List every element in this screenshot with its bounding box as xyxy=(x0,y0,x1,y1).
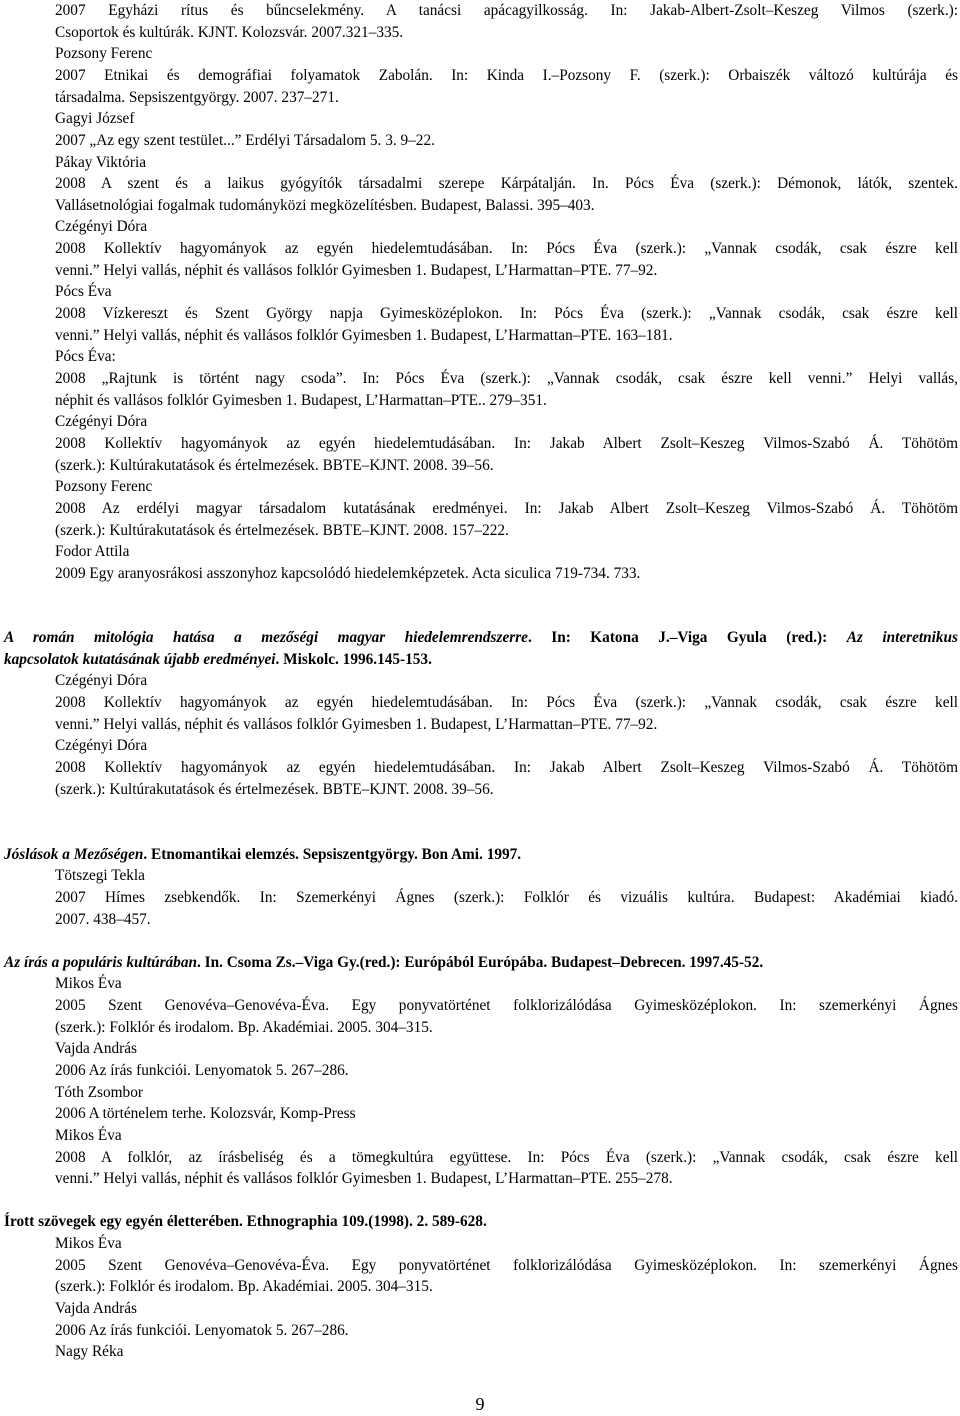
heading-rest: . In. Csoma Zs.–Viga Gy.(red.): Európából Európába. Budapest–Debrecen. 1997.45-52. xyxy=(196,954,764,971)
ref-line: 2008 Kollektív hagyományok az egyén hiedelemtudásában. In: Pócs Éva (szerk.): „Vannak csodák, csak észre kell xyxy=(55,694,958,711)
heading-italic: Jóslások a Mezőségen xyxy=(4,846,144,863)
ref-line: 2008 Az erdélyi magyar társadalom kutatásának eredményei. In: Jakab Albert Zsolt–Keszeg Vilmos-Szabó Á. Töhötöm xyxy=(55,500,958,517)
ref-line: (szerk.): Kultúrakutatások és értelmezések. BBTE–KJNT. 2008. 39–56. xyxy=(55,781,494,798)
author-name: Vajda András xyxy=(55,1040,137,1057)
ref-line: venni.” Helyi vallás, néphit és vallásos folklór Gyimesben 1. Budapest, L’Harmattan–PTE. 77–92. xyxy=(55,262,658,279)
author-name: Czégényi Dóra xyxy=(55,672,148,689)
section-heading: Írott szövegek egy egyén életterében. Ethnographia 109.(1998). 2. 589-628. xyxy=(4,1213,487,1230)
heading-rest: . In: Katona J.–Viga Gyula (red.): xyxy=(527,629,847,646)
author-name: Nagy Réka xyxy=(55,1343,124,1360)
heading-rest: . Miskolc. 1996.145-153. xyxy=(275,651,432,668)
ref-line: venni.” Helyi vallás, néphit és vallásos folklór Gyimesben 1. Budapest, L’Harmattan–PTE. 77–92. xyxy=(55,716,658,733)
author-name: Pozsony Ferenc xyxy=(55,478,153,495)
section-heading xyxy=(4,844,958,866)
ref-line: 2008 „Rajtunk is történt nagy csoda”. In: Pócs Éva (szerk.): „Vannak csodák, csak észre kell venni.” Helyi vallás, xyxy=(55,370,958,387)
heading-italic: Az írás a populáris kultúrában xyxy=(4,954,197,971)
ref-line: 2009 Egy aranyosrákosi asszonyhoz kapcsolódó hiedelemképzetek. Acta siculica 719-734. 733. xyxy=(55,565,641,582)
ref-line: 2008 A szent és a laikus gyógyítók társadalmi szerepe Kárpátalján. In. Pócs Éva (szerk.): Démonok, látók, szentek. xyxy=(55,175,958,192)
author-name: Czégényi Dóra xyxy=(55,218,148,235)
author-name: Pócs Éva xyxy=(55,283,112,300)
ref-line: (szerk.): Folklór és irodalom. Bp. Akadémiai. 2005. 304–315. xyxy=(55,1019,433,1036)
author-name: Mikos Éva xyxy=(55,1127,122,1144)
heading-italic: A román mitológia hatása a mezőségi magyar hiedelemrendszerre xyxy=(4,629,528,646)
ref-line: 2008 A folklór, az írásbeliség és a tömegkultúra együttese. In: Pócs Éva (szerk.): „Vannak csodák, csak észre kell xyxy=(55,1149,958,1166)
author-name: Pozsony Ferenc xyxy=(55,45,153,62)
author-name: Pákay Viktória xyxy=(55,154,146,171)
ref-line: 2008 Kollektív hagyományok az egyén hiedelemtudásában. In: Jakab Albert Zsolt–Keszeg Vilmos-Szabó Á. Töhötöm xyxy=(55,759,958,776)
ref-line: Csoportok és kultúrák. KJNT. Kolozsvár. 2007.321–335. xyxy=(55,24,404,41)
page-number: 9 xyxy=(475,1394,485,1414)
ref-line: 2006 A történelem terhe. Kolozsvár, Komp-Press xyxy=(55,1105,356,1122)
ref-line: venni.” Helyi vallás, néphit és vallásos folklór Gyimesben 1. Budapest, L’Harmattan–PTE. 255–278. xyxy=(55,1170,673,1187)
ref-line: 2006 Az írás funkciói. Lenyomatok 5. 267–286. xyxy=(55,1062,349,1079)
author-name: Vajda András xyxy=(55,1300,137,1317)
ref-line: 2007. 438–457. xyxy=(55,911,151,928)
ref-line: 2006 Az írás funkciói. Lenyomatok 5. 267–286. xyxy=(55,1322,349,1339)
ref-line: (szerk.): Kultúrakutatások és értelmezések. BBTE–KJNT. 2008. 157–222. xyxy=(55,522,509,539)
ref-line: venni.” Helyi vallás, néphit és vallásos folklór Gyimesben 1. Budapest, L’Harmattan–PTE. 163–181. xyxy=(55,327,673,344)
ref-line: 2007 Hímes zsebkendők. In: Szemerkényi Ágnes (szerk.): Folklór és vizuális kultúra. Budapest: Akadémiai kiadó. xyxy=(55,889,958,906)
author-name: Tóth Zsombor xyxy=(55,1084,143,1101)
ref-line: társadalma. Sepsiszentgyörgy. 2007. 237–271. xyxy=(55,89,339,106)
author-name: Czégényi Dóra xyxy=(55,413,148,430)
author-name: Tötszegi Tekla xyxy=(55,867,145,884)
ref-line: 2007 Egyházi rítus és bűncselekmény. A tanácsi apácagyilkosság. In: Jakab-Albert-Zsolt–Keszeg Vilmos (szerk.): xyxy=(55,2,958,19)
ref-line: néphit és vallásos folklór Gyimesben 1. Budapest, L’Harmattan–PTE.. 279–351. xyxy=(55,392,547,409)
section-heading-cont xyxy=(4,649,958,671)
heading-italic: kapcsolatok kutatásának újabb eredményei xyxy=(4,651,276,668)
ref-line: 2008 Vízkereszt és Szent György napja Gyimesközéplokon. In: Pócs Éva (szerk.): „Vannak csodák, csak észre kell xyxy=(55,305,958,322)
section-heading xyxy=(4,952,958,974)
ref-line: (szerk.): Folklór és irodalom. Bp. Akadémiai. 2005. 304–315. xyxy=(55,1278,433,1295)
heading-italic: Az interetnikus xyxy=(846,629,958,646)
ref-line: 2007 Etnikai és demográfiai folyamatok Zabolán. In: Kinda I.–Pozsony F. (szerk.): Orbaiszék változó kultúrája és xyxy=(55,67,958,84)
author-name: Czégényi Dóra xyxy=(55,737,148,754)
author-name: Mikos Éva xyxy=(55,1235,122,1252)
author-name: Mikos Éva xyxy=(55,975,122,992)
ref-line: (szerk.): Kultúrakutatások és értelmezések. BBTE–KJNT. 2008. 39–56. xyxy=(55,457,494,474)
ref-line: 2005 Szent Genovéva–Genovéva-Éva. Egy ponyvatörténet folklorizálódása Gyimesközéplokon. In: szemerkényi Ágnes xyxy=(55,997,958,1014)
heading-rest: . Etnomantikai elemzés. Sepsiszentgyörgy. Bon Ami. 1997. xyxy=(143,846,522,863)
author-name: Gagyi József xyxy=(55,110,135,127)
ref-line: 2007 „Az egy szent testület...” Erdélyi Társadalom 5. 3. 9–22. xyxy=(55,132,435,149)
section-heading xyxy=(4,627,958,649)
ref-line: 2008 Kollektív hagyományok az egyén hiedelemtudásában. In: Pócs Éva (szerk.): „Vannak csodák, csak észre kell xyxy=(55,240,958,257)
author-name: Fodor Attila xyxy=(55,543,130,560)
author-name: Pócs Éva: xyxy=(55,348,116,365)
ref-line: Vallásetnológiai fogalmak tudományközi megközelítésben. Budapest, Balassi. 395–403. xyxy=(55,197,595,214)
ref-line: 2005 Szent Genovéva–Genovéva-Éva. Egy ponyvatörténet folklorizálódása Gyimesközéplokon. In: szemerkényi Ágnes xyxy=(55,1257,958,1274)
ref-line: 2008 Kollektív hagyományok az egyén hiedelemtudásában. In: Jakab Albert Zsolt–Keszeg Vilmos-Szabó Á. Töhötöm xyxy=(55,435,958,452)
